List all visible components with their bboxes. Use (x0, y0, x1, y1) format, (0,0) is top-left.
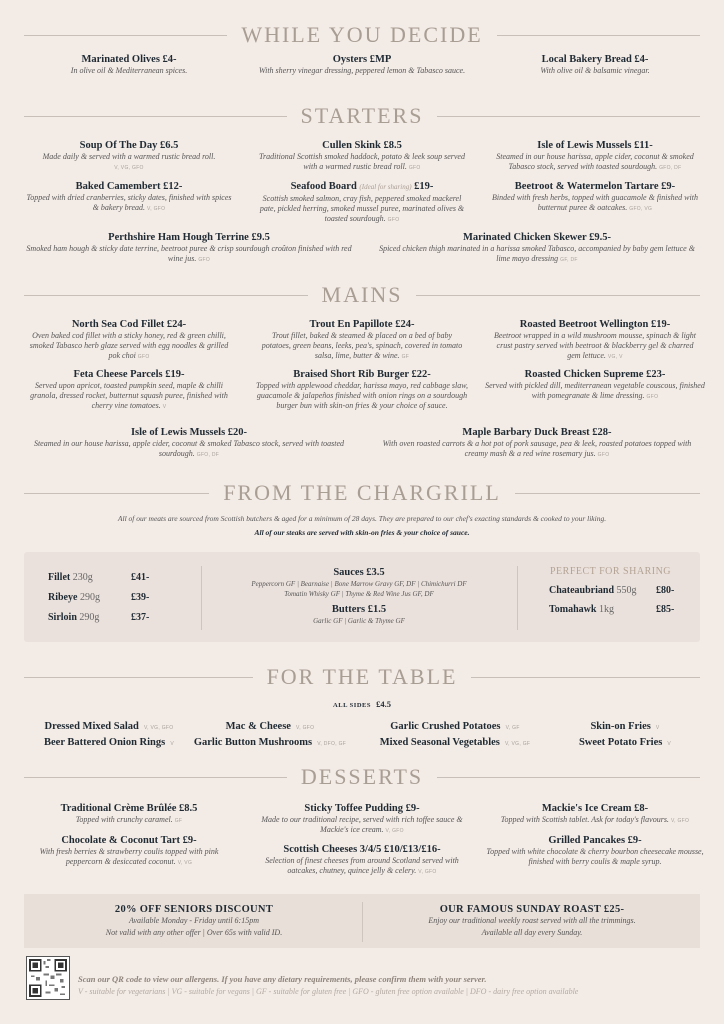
item-name: Isle of Lewis Mussels £20- (130, 427, 248, 438)
diet-tags: GFO (198, 257, 211, 263)
item-desc: Selection of finest cheeses from around Scotland served with oatcakes, chutney, quince jelly & celery. V, GFO (265, 856, 459, 875)
chargrill-panel (24, 552, 700, 642)
sunday-roast-banner (364, 894, 700, 948)
chargrill-intro (24, 514, 700, 538)
diet-tags: GFO, DF (196, 452, 220, 458)
menu-item (480, 834, 710, 867)
item-desc: Scottish smoked salmon, cray fish, peppered smoked mackerel pate, pickled herring, smoked mussel puree, marinated olives & toasted sourdough. GFO (259, 194, 465, 223)
item-desc: Topped with white chocolate & cherry bourbon cheesecake mousse, finished with berry coulis & maple syrup. (486, 847, 704, 866)
sauces-block (204, 566, 514, 626)
item-desc: With olive oil & balsamic vinegar. (540, 66, 650, 75)
side-item: Beer Battered Onion Rings V (44, 737, 174, 748)
menu-item (24, 53, 234, 76)
side-item: Mac & Cheese V, GFO (225, 721, 315, 732)
item-desc: Spiced chicken thigh marinated in a harissa smoked Tabasco, accompanied by baby gem lettuce & lime mayo dressing GF, DF (379, 244, 695, 263)
section-header-mains (0, 282, 724, 308)
seniors-discount-banner (24, 894, 364, 948)
menu-item (372, 231, 702, 265)
item-name: Mackie's Ice Cream £8- (541, 803, 649, 814)
qr-code-icon[interactable] (26, 956, 70, 1000)
sharing-row: Tomahawk 1kg £85- (549, 604, 675, 615)
promo-line: Not valid with any other offer | Over 65s with valid ID. (105, 928, 283, 937)
dietary-legend: V - suitable for vegetarians | VG - suitable for vegans | GF - suitable for gluten free | GFO - gluten free option available | DFO - dairy free option available (78, 987, 579, 996)
item-desc: Made to our traditional recipe, served with rich toffee sauce & Mackie's ice cream. V, GFO (261, 815, 463, 834)
divider (471, 677, 700, 678)
menu-item (24, 802, 234, 826)
divider (24, 493, 209, 494)
item-desc: Steamed in our house harissa, apple cider, coconut & smoked Tabasco stock, served with toasted sourdough. GFO, DF (496, 152, 694, 171)
section-title: STARTERS (300, 103, 424, 128)
divider (437, 116, 700, 117)
item-desc: Topped with dried cranberries, sticky dates, finished with spices & bakery bread. V, GFO (26, 193, 232, 212)
item-desc: With sherry vinegar dressing, peppered lemon & Tabasco sauce. (258, 66, 466, 75)
section-header-while-you-decide (0, 22, 724, 48)
sharing-title: PERFECT FOR SHARING (550, 566, 672, 577)
sharing-row: Chateaubriand 550g £80- (549, 585, 675, 596)
item-name: Isle of Lewis Mussels £11- (537, 140, 653, 151)
diet-tags: GFO (137, 354, 150, 360)
divider (517, 566, 518, 630)
item-name: Baked Camembert £12- (75, 181, 183, 192)
side-item: Sweet Potato Fries V (578, 737, 672, 748)
diet-tags: V (162, 404, 167, 410)
menu-item (252, 368, 472, 411)
side-item: Dressed Mixed Salad V, VG, GFO (44, 721, 174, 732)
section-title: MAINS (321, 282, 403, 307)
side-item: Garlic Crushed Potatoes V, GF (390, 721, 520, 732)
section-header-desserts (0, 764, 724, 790)
diet-tags: GFO (597, 452, 610, 458)
section-header-chargrill (0, 480, 724, 506)
diet-tags: VG, V (607, 354, 623, 360)
divider (201, 566, 202, 630)
diet-tags: GFO, VG (629, 206, 653, 212)
divider (24, 677, 253, 678)
section-title: WHILE YOU DECIDE (241, 22, 483, 47)
diet-tags: GF (401, 354, 410, 360)
item-desc: In olive oil & Mediterranean spices. (70, 66, 188, 75)
item-desc: Topped with Scottish tablet. Ask for today's flavours. V, GFO (500, 815, 690, 824)
menu-item (490, 180, 700, 214)
item-name: Cullen Skink £8.5 (322, 140, 402, 151)
menu-item (257, 180, 467, 225)
item-name: Beetroot & Watermelon Tartare £9- (514, 181, 676, 192)
promo-line: Enjoy our traditional weekly roast served with all the trimmings. (428, 916, 636, 925)
item-name: Perthshire Ham Hough Terrine £9.5 (108, 232, 270, 243)
item-desc: Trout fillet, baked & steamed & placed on a bed of baby potatoes, green beans, leeks, pea's, spinach, covered in tomato salsa, lime, butter & wine. GF (261, 331, 463, 360)
item-desc: Served upon apricot, toasted pumpkin seed, maple & chilli granola, dressed rocket, butternut squash puree, finished with cherry vine tomatoes. V (30, 381, 228, 410)
sauces-line: Tomatin Whisky GF | Thyme & Red Wine Jus GF, DF (284, 590, 434, 598)
menu-item (490, 318, 700, 362)
item-name: Marinated Chicken Skewer £9.5- (463, 232, 611, 243)
all-sides-price: ALL SIDES £4.5 (333, 699, 391, 709)
promo-line: Available Monday - Friday until 6:15pm (129, 916, 259, 925)
divider (515, 493, 700, 494)
section-header-for-the-table (0, 664, 724, 690)
item-name: Maple Barbary Duck Breast £28- (462, 427, 612, 438)
menu-item (257, 802, 467, 836)
divider (24, 35, 227, 36)
butters-title: Butters £1.5 (331, 604, 387, 615)
item-name: Grilled Pancakes £9- (548, 835, 642, 846)
menu-item (490, 139, 700, 173)
menu-item (372, 426, 702, 460)
diet-tags: GF, DF (560, 257, 578, 263)
item-desc: Oven baked cod fillet with a sticky honey, red & green chilli, smoked Tabasco herb glaze served with egg noodles & grilled pok choi GFO (29, 331, 229, 360)
item-desc: Smoked ham hough & sticky date terrine, beetroot puree & crisp sourdough croûton finished with red wine jus. GFO (26, 244, 352, 263)
menu-item (24, 180, 234, 214)
item-name: Scottish Cheeses 3/4/5 £10/£13/£16- (283, 844, 441, 855)
item-name: Oysters £MP (332, 54, 392, 65)
menu-item (24, 426, 354, 460)
item-name: Soup Of The Day £6.5 (79, 140, 179, 151)
item-desc: Topped with crunchy caramel. GF (75, 815, 183, 824)
diet-tags: GFO (646, 394, 659, 400)
item-name: Local Bakery Bread £4- (541, 54, 649, 65)
menu-item (480, 802, 710, 826)
diet-tags: V, VG, GFO (114, 165, 144, 171)
divider (24, 295, 308, 296)
diet-tags: V, GFO (147, 206, 166, 212)
promo-title: OUR FAMOUS SUNDAY ROAST £25- (439, 904, 625, 915)
item-desc: Made daily & served with a warmed rustic bread roll. V, VG, GFO (42, 152, 216, 171)
allergen-notice: Scan our QR code to view our allergens. If you have any dietary requirements, please confirm them with your server. (78, 974, 487, 984)
promo-title: 20% OFF SENIORS DISCOUNT (114, 904, 274, 915)
item-name: Trout En Papillote £24- (309, 319, 415, 330)
item-name: Marinated Olives £4- (81, 54, 177, 65)
butters-line: Garlic GF | Garlic & Thyme GF (313, 617, 405, 625)
item-name: Traditional Crème Brûlée £8.5 (60, 803, 198, 814)
item-desc: Beetroot wrapped in a wild mushroom mousse, spinach & light crust pastry served with beetroot & blackberry gel & charred gem lettuce. VG, V (493, 331, 697, 360)
section-title: FOR THE TABLE (266, 664, 458, 689)
item-desc: Served with pickled dill, mediterranean vegetable couscous, finished with pomegranate & lime dressing. GFO (485, 381, 705, 400)
menu-item (24, 318, 234, 362)
section-title: DESSERTS (300, 764, 424, 789)
diet-tags: GFO (408, 165, 421, 171)
item-desc: Traditional Scottish smoked haddock, potato & leek soup served with a warmed rustic bread roll. GFO (259, 152, 465, 171)
section-header-starters (0, 103, 724, 129)
item-desc: With fresh berries & strawberry coulis topped with pink peppercorn & desiccated coconut. V, VG (39, 847, 219, 866)
item-note: (Ideal for sharing) (359, 183, 412, 191)
side-item: Mixed Seasonal Vegetables V, VG, GF (379, 737, 531, 748)
item-name: Roasted Beetroot Wellington £19- (519, 319, 671, 330)
item-name: Chocolate & Coconut Tart £9- (61, 835, 197, 846)
item-name: Braised Short Rib Burger £22- (293, 369, 431, 380)
divider (416, 295, 700, 296)
menu-item (257, 318, 467, 362)
item-name: Seafood Board (Ideal for sharing) £19- (290, 181, 434, 192)
diet-tags: GFO (387, 217, 400, 223)
item-name: North Sea Cod Fillet £24- (71, 319, 187, 330)
divider (24, 116, 287, 117)
menu-item (257, 53, 467, 76)
menu-item (257, 139, 467, 173)
sauces-title: Sauces £3.5 (333, 567, 385, 578)
item-desc: Binded with fresh herbs, topped with guacamole & finished with butternut puree & oatcakes. GFO, VG (492, 193, 698, 212)
menu-item (485, 368, 705, 402)
divider (362, 902, 363, 942)
steak-row: Ribeye 290g £39- (48, 592, 150, 603)
intro-bold-text: All of our steaks are served with skin-on fries & your choice of sauce. (254, 528, 470, 537)
menu-item (24, 139, 234, 173)
menu-item (257, 843, 467, 877)
divider (437, 777, 700, 778)
steak-row: Fillet 230g £41- (48, 572, 150, 583)
item-name: Feta Cheese Parcels £19- (73, 369, 185, 380)
item-desc: Topped with applewood cheddar, harissa mayo, red cabbage slaw, guacamole & jalapeños finished with onion rings on a sourdough burger bun with skin-on fries & your choice of sauce. (256, 381, 468, 410)
steak-row: Sirloin 290g £37- (48, 612, 150, 623)
menu-item (24, 368, 234, 412)
divider (24, 777, 287, 778)
item-desc: With oven roasted carrots & a hot pot of pork sausage, pea & leek, roasted potatoes topped with creamy mash & a red wine rosemary jus. GFO (382, 439, 692, 458)
item-name: Roasted Chicken Supreme £23- (524, 369, 666, 380)
item-desc: Steamed in our house harissa, apple cider, coconut & smoked Tabasco stock, served with toasted sourdough. GFO, DF (33, 439, 345, 458)
side-item: Garlic Button Mushrooms V, DFO, GF (193, 737, 347, 748)
intro-text: All of our meats are sourced from Scottish butchers & aged for a minimum of 28 days. They are prepared to our chef's exacting standards & cooked to your liking. (117, 514, 607, 523)
menu-item (24, 231, 354, 265)
menu-item (24, 834, 234, 868)
menu-item (490, 53, 700, 76)
divider (497, 35, 700, 36)
promo-line: Available all day every Sunday. (481, 928, 583, 937)
diet-tags: GFO, DF (659, 165, 682, 171)
sauces-line: Peppercorn GF | Bearnaise | Bone Marrow Gravy GF, DF | Chimichurri DF (251, 580, 467, 588)
item-name: Sticky Toffee Pudding £9- (304, 803, 420, 814)
section-title: FROM THE CHARGRILL (223, 480, 501, 505)
side-item: Skin-on Fries V (590, 721, 660, 732)
